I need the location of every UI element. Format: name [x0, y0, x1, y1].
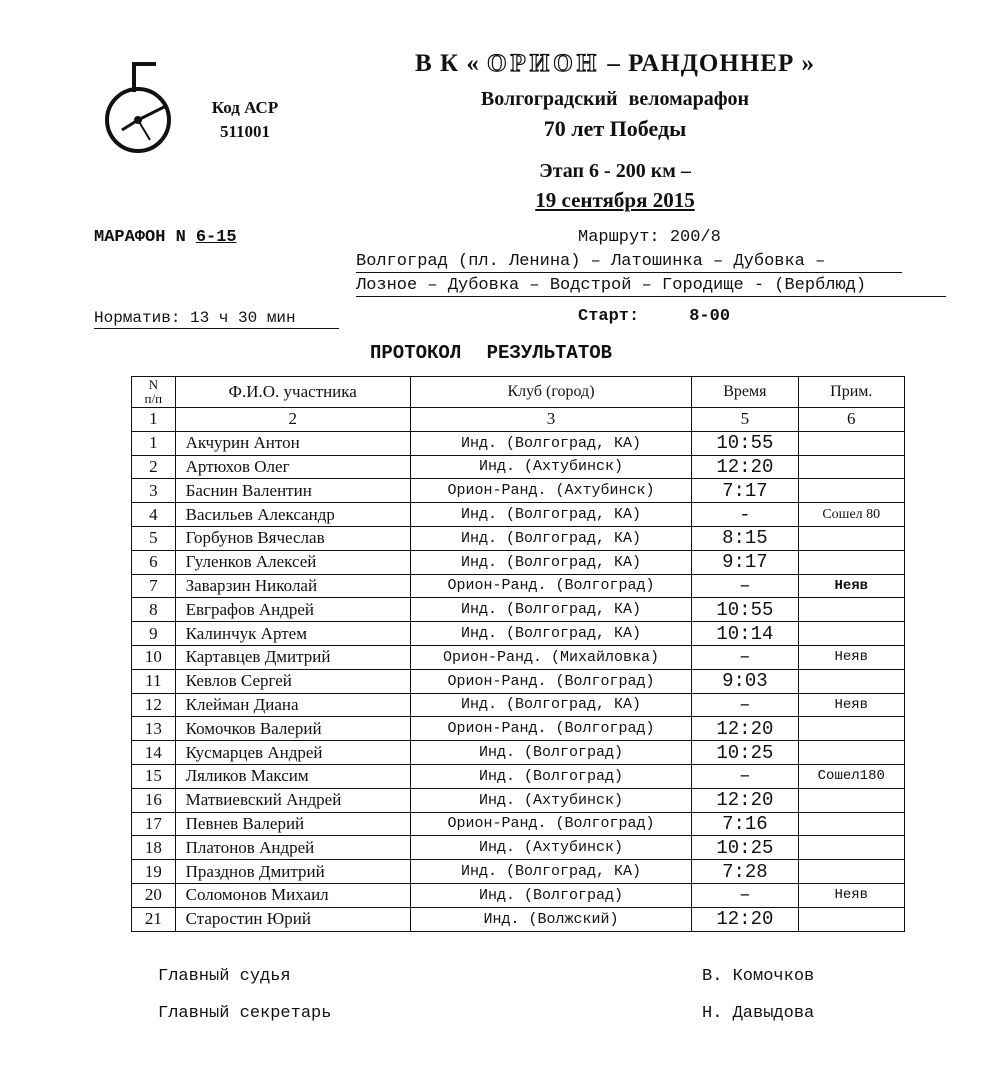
participant-name: Ляликов Максим [175, 764, 410, 788]
club-city: Орион-Ранд. (Волгоград) [410, 574, 691, 598]
col-number: 5 [692, 408, 798, 432]
event-stage: Этап 6 - 200 км – [539, 160, 691, 182]
club-city: Инд. (Ахтубинск) [410, 788, 691, 812]
note: Неяв [798, 645, 904, 669]
table-row [132, 669, 905, 693]
route-line-2: Лозное – Дубовка – Водстрой – Городище - (Верблюд) [356, 276, 946, 297]
participant-name: Кусмарцев Андрей [175, 741, 410, 765]
table-row [132, 883, 905, 907]
club-city: Орион-Ранд. (Ахтубинск) [410, 479, 691, 503]
note: Неяв [798, 883, 904, 907]
col-number: 6 [798, 408, 904, 432]
participant-name: Акчурин Антон [175, 431, 410, 455]
participant-name: Гуленков Алексей [175, 550, 410, 574]
protocol-title: ПРОТОКОЛ РЕЗУЛЬТАТОВ [370, 342, 613, 364]
club-city: Инд. (Волжский) [410, 907, 691, 931]
note [798, 479, 904, 503]
table-row [132, 431, 905, 455]
col-number: 3 [410, 408, 691, 432]
row-number: 9 [132, 622, 176, 646]
club-title-orion: ОРИОН [487, 50, 601, 77]
row-number: 4 [132, 503, 176, 527]
note [798, 788, 904, 812]
finish-time: 7:16 [692, 812, 798, 836]
marathon-number-value: 6-15 [195, 228, 237, 247]
participant-name: Комочков Валерий [175, 717, 410, 741]
note: Неяв [798, 574, 904, 598]
secretary-label: Главный секретарь [158, 1004, 332, 1023]
judge-label: Главный судья [158, 967, 291, 986]
row-number: 5 [132, 526, 176, 550]
header-num-top: N [148, 377, 158, 392]
finish-time: 10:55 [692, 598, 798, 622]
note [798, 717, 904, 741]
club-city: Инд. (Волгоград, КА) [410, 503, 691, 527]
row-number: 10 [132, 645, 176, 669]
club-city: Орион-Ранд. (Волгоград) [410, 717, 691, 741]
row-number: 14 [132, 741, 176, 765]
note [798, 550, 904, 574]
participant-name: Васильев Александр [175, 503, 410, 527]
row-number: 19 [132, 860, 176, 884]
header-num [132, 377, 176, 408]
note: Сошел 80 [798, 503, 904, 527]
header-note: Прим. [798, 377, 904, 408]
row-number: 21 [132, 907, 176, 931]
table-row [132, 479, 905, 503]
row-number: 11 [132, 669, 176, 693]
row-number: 16 [132, 788, 176, 812]
note [798, 669, 904, 693]
judge-name: В. Комочков [702, 967, 815, 986]
club-title [380, 50, 850, 78]
event-date-wrap [420, 188, 810, 213]
club-city: Орион-Ранд. (Волгоград) [410, 812, 691, 836]
note [798, 836, 904, 860]
participant-name: Горбунов Вячеслав [175, 526, 410, 550]
row-number: 17 [132, 812, 176, 836]
marathon-label: МАРАФОН N [94, 228, 186, 247]
row-number: 12 [132, 693, 176, 717]
header-name: Ф.И.О. участника [175, 377, 410, 408]
column-number-row [132, 408, 905, 432]
marathon-number [94, 228, 237, 247]
note [798, 812, 904, 836]
results-table [131, 376, 905, 932]
norm-time: Норматив: 13 ч 30 мин [94, 309, 339, 329]
club-city: Орион-Ранд. (Михайловка) [410, 645, 691, 669]
row-number: 15 [132, 764, 176, 788]
row-number: 7 [132, 574, 176, 598]
participant-name: Празднов Дмитрий [175, 860, 410, 884]
header-num-bottom: п/п [144, 391, 163, 406]
table-row [132, 907, 905, 931]
finish-time: – [692, 883, 798, 907]
club-logo [100, 58, 190, 158]
table-row [132, 860, 905, 884]
finish-time: 10:14 [692, 622, 798, 646]
row-number: 2 [132, 455, 176, 479]
finish-time: – [692, 574, 798, 598]
header-time: Время [692, 377, 798, 408]
club-title-suffix: – РАНДОННЕР » [607, 50, 815, 77]
finish-time: 9:03 [692, 669, 798, 693]
table-row [132, 598, 905, 622]
table-row [132, 717, 905, 741]
finish-time: 10:25 [692, 836, 798, 860]
note [798, 622, 904, 646]
participant-name: Заварзин Николай [175, 574, 410, 598]
col-number: 2 [175, 408, 410, 432]
club-city: Инд. (Волгоград, КА) [410, 622, 691, 646]
start-time: 8-00 [689, 307, 731, 326]
event-subtitle: Волгоградский веломарафон [480, 88, 750, 110]
table-row [132, 550, 905, 574]
club-city: Орион-Ранд. (Волгоград) [410, 669, 691, 693]
table-row [132, 812, 905, 836]
participant-name: Клейман Диана [175, 693, 410, 717]
table-row [132, 622, 905, 646]
finish-time: 9:17 [692, 550, 798, 574]
start-info [578, 307, 730, 326]
note [798, 907, 904, 931]
row-number: 13 [132, 717, 176, 741]
finish-time: 10:55 [692, 431, 798, 455]
note [798, 860, 904, 884]
finish-time: – [692, 645, 798, 669]
club-city: Инд. (Волгоград, КА) [410, 550, 691, 574]
table-row [132, 455, 905, 479]
club-city: Инд. (Волгоград, КА) [410, 598, 691, 622]
club-city: Инд. (Волгоград) [410, 741, 691, 765]
finish-time: 12:20 [692, 907, 798, 931]
note [798, 598, 904, 622]
finish-time: – [692, 693, 798, 717]
finish-time: 12:20 [692, 455, 798, 479]
row-number: 3 [132, 479, 176, 503]
participant-name: Старостин Юрий [175, 907, 410, 931]
table-row [132, 526, 905, 550]
route-label: Маршрут: 200/8 [578, 228, 721, 247]
participant-name: Матвиевский Андрей [175, 788, 410, 812]
participant-name: Евграфов Андрей [175, 598, 410, 622]
finish-time: 10:25 [692, 741, 798, 765]
row-number: 8 [132, 598, 176, 622]
acr-code: 511001 [219, 122, 271, 141]
row-number: 18 [132, 836, 176, 860]
secretary-name: Н. Давыдова [702, 1004, 815, 1023]
participant-name: Баснин Валентин [175, 479, 410, 503]
note: Сошел180 [798, 764, 904, 788]
participant-name: Картавцев Дмитрий [175, 645, 410, 669]
finish-time: 12:20 [692, 717, 798, 741]
club-city: Инд. (Ахтубинск) [410, 836, 691, 860]
finish-time: - [692, 503, 798, 527]
table-row [132, 645, 905, 669]
participant-name: Калинчук Артем [175, 622, 410, 646]
table-row [132, 693, 905, 717]
table-row [132, 741, 905, 765]
note [798, 431, 904, 455]
table-row [132, 574, 905, 598]
club-title-prefix: В К « [415, 50, 480, 77]
event-anniversary: 70 лет Победы [543, 116, 687, 141]
table-header-row [132, 377, 905, 408]
club-city: Инд. (Ахтубинск) [410, 455, 691, 479]
col-number: 1 [132, 408, 176, 432]
participant-name: Певнев Валерий [175, 812, 410, 836]
club-city: Инд. (Волгоград, КА) [410, 693, 691, 717]
finish-time: 8:15 [692, 526, 798, 550]
note [798, 741, 904, 765]
participant-name: Артюхов Олег [175, 455, 410, 479]
start-label: Старт: [578, 307, 640, 326]
participant-name: Платонов Андрей [175, 836, 410, 860]
club-city: Инд. (Волгоград, КА) [410, 526, 691, 550]
finish-time: 7:28 [692, 860, 798, 884]
header-club: Клуб (город) [410, 377, 691, 408]
row-number: 20 [132, 883, 176, 907]
acr-block [200, 96, 290, 144]
club-city: Инд. (Волгоград, КА) [410, 431, 691, 455]
participant-name: Соломонов Михаил [175, 883, 410, 907]
table-row [132, 764, 905, 788]
event-date: 19 сентября 2015 [535, 188, 695, 212]
table-row [132, 836, 905, 860]
note [798, 455, 904, 479]
finish-time: – [692, 764, 798, 788]
row-number: 6 [132, 550, 176, 574]
finish-time: 12:20 [692, 788, 798, 812]
table-row [132, 503, 905, 527]
note: Неяв [798, 693, 904, 717]
participant-name: Кевлов Сергей [175, 669, 410, 693]
table-row [132, 788, 905, 812]
finish-time: 7:17 [692, 479, 798, 503]
club-city: Инд. (Волгоград) [410, 764, 691, 788]
club-city: Инд. (Волгоград) [410, 883, 691, 907]
route-line-1: Волгоград (пл. Ленина) – Латошинка – Дубовка – [356, 252, 902, 273]
club-city: Инд. (Волгоград, КА) [410, 860, 691, 884]
row-number: 1 [132, 431, 176, 455]
note [798, 526, 904, 550]
acr-label: Код АСР [211, 98, 279, 117]
